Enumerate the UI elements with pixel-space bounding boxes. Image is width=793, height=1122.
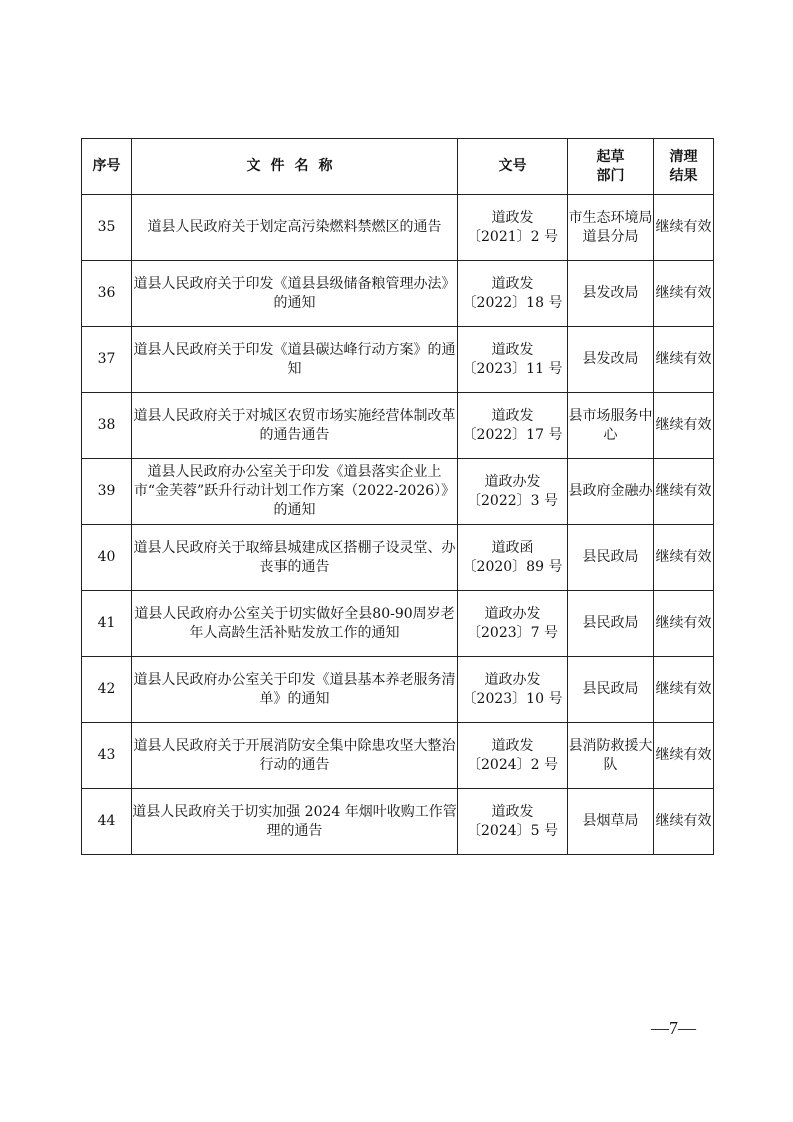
header-dept-line2: 部门 bbox=[596, 167, 625, 184]
row-docno-line1: 道政办发 bbox=[484, 605, 541, 622]
header-name: 文件名称 bbox=[132, 139, 458, 195]
header-dept-line1: 起草 bbox=[596, 148, 625, 165]
row-clean-result: 继续有效 bbox=[654, 657, 714, 723]
row-document-number bbox=[458, 393, 568, 459]
row-docno-line2: 〔2023〕10 号 bbox=[462, 690, 563, 707]
row-document-number bbox=[458, 723, 568, 789]
row-document-number bbox=[458, 789, 568, 855]
row-docno-line1: 道政发 bbox=[491, 407, 534, 424]
header-result-line1: 清理 bbox=[669, 148, 698, 165]
row-docno-line2: 〔2020〕89 号 bbox=[462, 558, 563, 575]
row-document-name: 道县人民政府关于划定高污染燃料禁燃区的通告 bbox=[132, 195, 458, 261]
header-seq: 序号 bbox=[82, 139, 132, 195]
row-document-number bbox=[458, 459, 568, 525]
row-clean-result: 继续有效 bbox=[654, 525, 714, 591]
table-row bbox=[82, 195, 714, 261]
row-drafting-dept: 县政府金融办 bbox=[568, 459, 654, 525]
table-row bbox=[82, 459, 714, 525]
row-docno-line1: 道政发 bbox=[491, 341, 534, 358]
table-row bbox=[82, 393, 714, 459]
row-docno-line1: 道政发 bbox=[491, 209, 534, 226]
row-document-number bbox=[458, 327, 568, 393]
row-docno-line2: 〔2022〕3 号 bbox=[467, 492, 558, 509]
row-clean-result: 继续有效 bbox=[654, 195, 714, 261]
row-drafting-dept: 县民政局 bbox=[568, 657, 654, 723]
row-drafting-dept: 县烟草局 bbox=[568, 789, 654, 855]
header-docno: 文号 bbox=[458, 139, 568, 195]
header-row bbox=[82, 139, 714, 195]
row-document-name: 道县人民政府关于印发《道县县级储备粮管理办法》的通知 bbox=[132, 261, 458, 327]
row-clean-result: 继续有效 bbox=[654, 393, 714, 459]
header-result bbox=[654, 139, 714, 195]
row-drafting-dept: 县发改局 bbox=[568, 327, 654, 393]
row-document-number bbox=[458, 657, 568, 723]
row-drafting-dept: 市生态环境局道县分局 bbox=[568, 195, 654, 261]
row-clean-result: 继续有效 bbox=[654, 591, 714, 657]
row-document-number bbox=[458, 591, 568, 657]
table-row bbox=[82, 723, 714, 789]
row-document-name: 道县人民政府关于切实加强 2024 年烟叶收购工作管理的通告 bbox=[132, 789, 458, 855]
row-document-number bbox=[458, 261, 568, 327]
row-clean-result: 继续有效 bbox=[654, 459, 714, 525]
row-document-name: 道县人民政府关于印发《道县碳达峰行动方案》的通知 bbox=[132, 327, 458, 393]
row-seq: 36 bbox=[82, 261, 132, 327]
row-clean-result: 继续有效 bbox=[654, 789, 714, 855]
row-clean-result: 继续有效 bbox=[654, 327, 714, 393]
table-row bbox=[82, 327, 714, 393]
row-docno-line2: 〔2022〕18 号 bbox=[462, 294, 563, 311]
row-docno-line2: 〔2024〕2 号 bbox=[467, 756, 558, 773]
row-docno-line1: 道政发 bbox=[491, 737, 534, 754]
row-seq: 40 bbox=[82, 525, 132, 591]
row-docno-line2: 〔2021〕2 号 bbox=[467, 228, 558, 245]
row-docno-line2: 〔2023〕11 号 bbox=[462, 360, 563, 377]
row-docno-line1: 道政发 bbox=[491, 803, 534, 820]
row-clean-result: 继续有效 bbox=[654, 723, 714, 789]
row-docno-line2: 〔2024〕5 号 bbox=[467, 822, 558, 839]
row-docno-line1: 道政办发 bbox=[484, 473, 541, 490]
row-docno-line2: 〔2023〕7 号 bbox=[467, 624, 558, 641]
row-docno-line2: 〔2022〕17 号 bbox=[462, 426, 563, 443]
row-document-name: 道县人民政府关于取缔县城建成区搭棚子设灵堂、办丧事的通告 bbox=[132, 525, 458, 591]
row-seq: 39 bbox=[82, 459, 132, 525]
row-document-name: 道县人民政府关于对城区农贸市场实施经营体制改革的通告通告 bbox=[132, 393, 458, 459]
row-drafting-dept: 县消防救援大队 bbox=[568, 723, 654, 789]
row-document-name: 道县人民政府关于开展消防安全集中除患攻坚大整治行动的通告 bbox=[132, 723, 458, 789]
row-seq: 41 bbox=[82, 591, 132, 657]
page-number: —7— bbox=[651, 1018, 696, 1038]
table-row bbox=[82, 789, 714, 855]
row-document-number bbox=[458, 525, 568, 591]
table-row bbox=[82, 261, 714, 327]
row-drafting-dept: 县市场服务中心 bbox=[568, 393, 654, 459]
header-dept bbox=[568, 139, 654, 195]
table-body bbox=[82, 195, 714, 855]
document-table bbox=[81, 138, 714, 855]
row-seq: 42 bbox=[82, 657, 132, 723]
row-document-number bbox=[458, 195, 568, 261]
row-seq: 38 bbox=[82, 393, 132, 459]
table-row bbox=[82, 525, 714, 591]
table-row bbox=[82, 591, 714, 657]
row-docno-line1: 道政办发 bbox=[484, 671, 541, 688]
row-seq: 35 bbox=[82, 195, 132, 261]
header-result-line2: 结果 bbox=[669, 167, 698, 184]
row-drafting-dept: 县发改局 bbox=[568, 261, 654, 327]
row-docno-line1: 道政函 bbox=[491, 539, 534, 556]
row-document-name: 道县人民政府办公室关于印发《道县落实企业上市“金芙蓉”跃升行动计划工作方案（2022-2026）》的通知 bbox=[132, 459, 458, 525]
row-drafting-dept: 县民政局 bbox=[568, 525, 654, 591]
row-document-name: 道县人民政府办公室关于印发《道县基本养老服务清单》的通知 bbox=[132, 657, 458, 723]
row-seq: 43 bbox=[82, 723, 132, 789]
row-seq: 44 bbox=[82, 789, 132, 855]
row-seq: 37 bbox=[82, 327, 132, 393]
row-drafting-dept: 县民政局 bbox=[568, 591, 654, 657]
table-row bbox=[82, 657, 714, 723]
row-clean-result: 继续有效 bbox=[654, 261, 714, 327]
row-document-name: 道县人民政府办公室关于切实做好全县80-90周岁老年人高龄生活补贴发放工作的通知 bbox=[132, 591, 458, 657]
row-docno-line1: 道政发 bbox=[491, 275, 534, 292]
